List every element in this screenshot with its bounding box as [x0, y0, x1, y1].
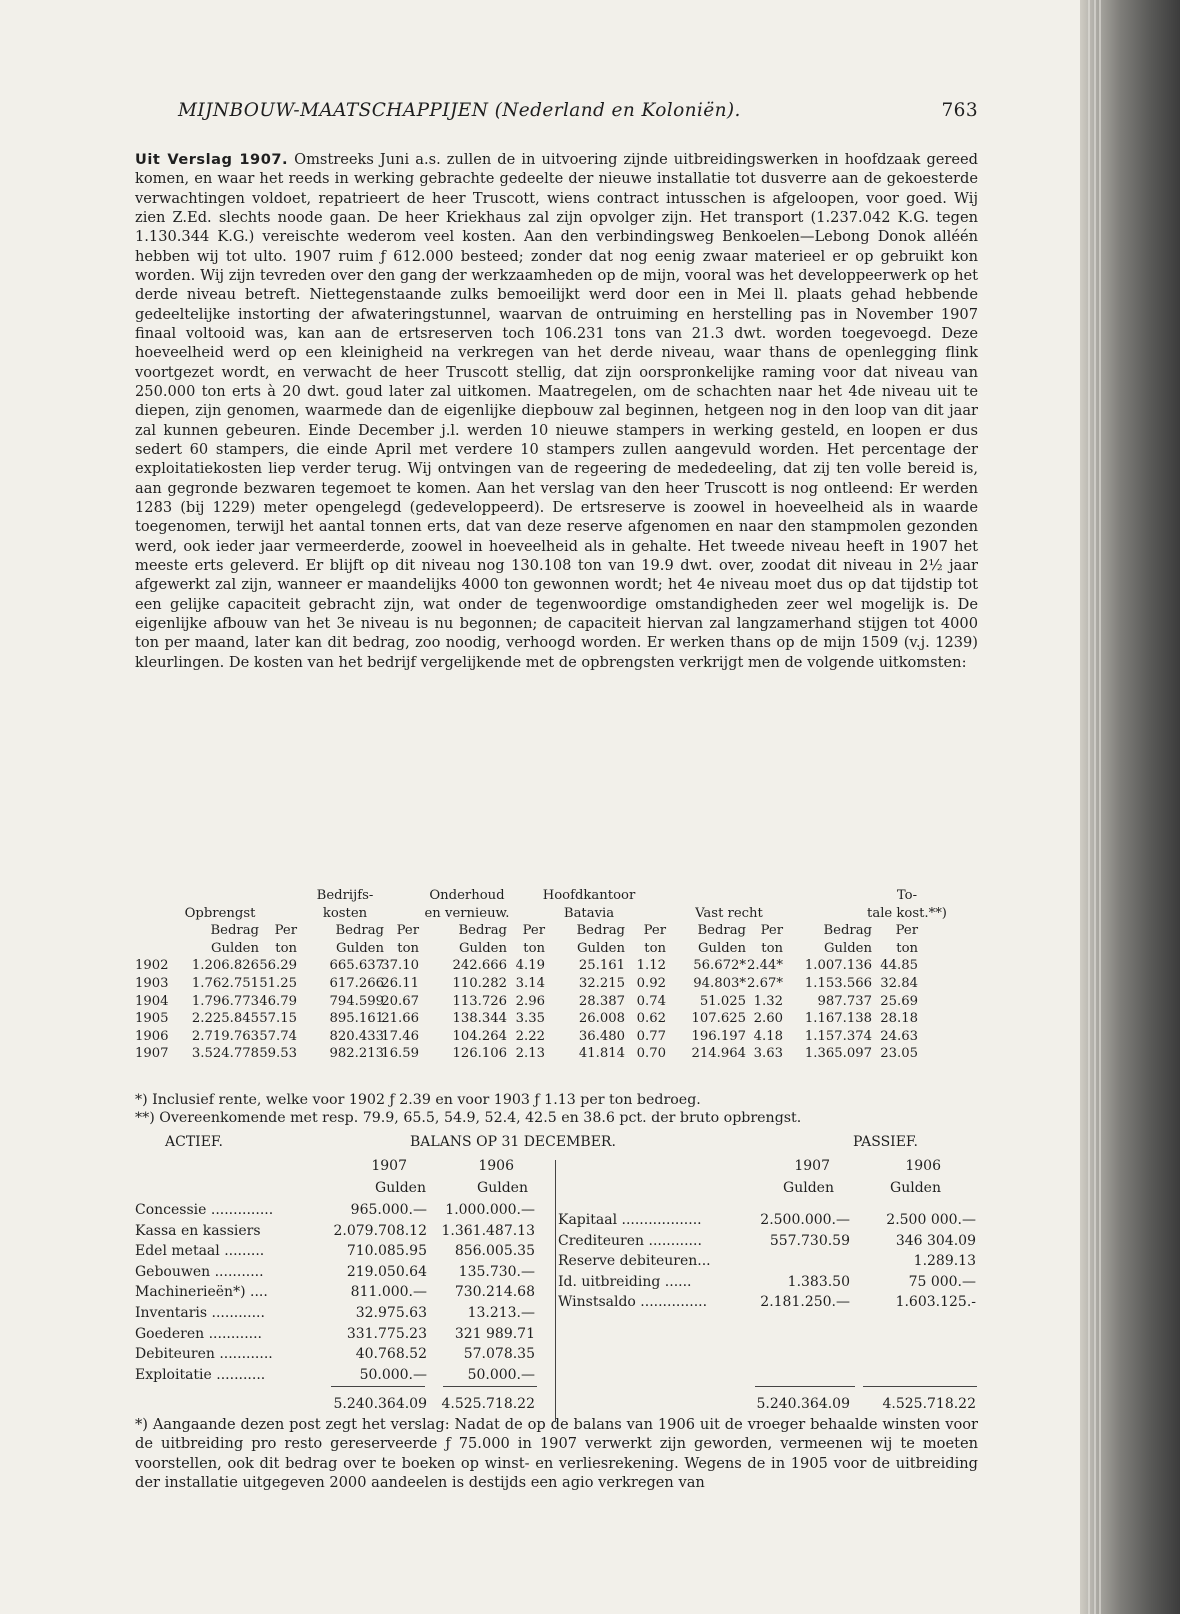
- table-row: [135, 1045, 978, 1063]
- column-unit: Gulden: [211, 940, 259, 956]
- passief-value-1906: 1.289.13: [913, 1253, 976, 1270]
- table-cell: 2.225.845: [191, 1011, 259, 1027]
- passief-value-1907: 2.500.000.—: [760, 1212, 850, 1228]
- column-group-header: Vast recht: [695, 905, 763, 921]
- actief-value-1906: 321 989.71: [454, 1325, 535, 1342]
- total-rule: [331, 1386, 425, 1387]
- column-subheader: Per: [522, 923, 545, 939]
- actief-year-1907: 1907: [371, 1158, 407, 1174]
- actief-value-1907: 50.000.—: [359, 1366, 427, 1383]
- table-cell: 28.18: [880, 1011, 918, 1027]
- actief-value-1907: 710.085.95: [346, 1243, 427, 1260]
- table-row: [135, 1028, 978, 1046]
- passief-item-label: Id. uitbreiding ......: [558, 1273, 692, 1290]
- passief-item-label: Kapitaal ..................: [558, 1212, 702, 1228]
- table-cell: 113.726: [452, 993, 507, 1009]
- actief-unit: Gulden: [477, 1180, 528, 1196]
- table-cell: 32.215: [578, 975, 625, 991]
- balance-left-label: ACTIEF.: [165, 1134, 223, 1150]
- row-year: 1902: [135, 958, 169, 974]
- table-cell: 1.206.826: [191, 958, 259, 974]
- column-unit: Gulden: [459, 940, 507, 956]
- actief-value-1906: 1.361.487.13: [441, 1222, 535, 1239]
- table-header-row: [135, 887, 978, 905]
- passief-total-1907: 5.240.364.09: [756, 1396, 850, 1412]
- table-cell: 3.14: [515, 975, 545, 991]
- column-unit: Gulden: [824, 940, 872, 956]
- actief-value-1907: 2.079.708.12: [333, 1222, 427, 1239]
- table-cell: 1.153.566: [804, 975, 872, 991]
- table-cell: 36.480: [578, 1028, 625, 1044]
- column-unit: Gulden: [698, 940, 746, 956]
- passief-value-1907: 2.181.250.—: [760, 1294, 850, 1311]
- page-edge: [1099, 0, 1101, 1614]
- column-subheader: Bedrag: [697, 923, 746, 939]
- table-cell: 4.19: [515, 958, 545, 974]
- table-cell: 2.60: [753, 1011, 783, 1027]
- table-cell: 987.737: [817, 993, 872, 1009]
- table-cell: 2.22: [515, 1028, 545, 1044]
- report-heading: Uit Verslag 1907.: [135, 151, 289, 168]
- table-cell: 20.67: [381, 993, 419, 1009]
- actief-item-label: Debiteuren ............: [135, 1346, 273, 1363]
- table-cell: 51.25: [259, 975, 297, 991]
- running-header: [178, 100, 978, 132]
- table-row: [135, 975, 978, 993]
- table-cell: 26.11: [381, 975, 419, 991]
- column-group-header: Hoofdkantoor: [542, 888, 636, 903]
- passief-value-1906: 2.500 000.—: [886, 1212, 976, 1228]
- table-cell: 41.814: [578, 1046, 625, 1062]
- actief-item-label: Exploitatie ...........: [135, 1366, 266, 1383]
- table-footnote-2: **) Overeenkomende met resp. 79.9, 65.5, 54.9, 52.4, 42.5 en 38.6 pct. der bruto opbrengst.: [135, 1110, 802, 1126]
- table-row: [135, 993, 978, 1011]
- total-rule: [755, 1386, 855, 1387]
- table-cell: 25.161: [578, 958, 625, 974]
- passief-year-1907: 1907: [794, 1158, 830, 1174]
- table-cell: 1.32: [753, 993, 783, 1009]
- table-cell: 56.672*: [693, 958, 746, 974]
- table-cell: 17.46: [381, 1028, 419, 1044]
- table-cell: 107.625: [691, 1011, 746, 1027]
- row-year: 1906: [135, 1028, 169, 1044]
- column-group-header: tale kost.**): [867, 905, 947, 921]
- actief-value-1906: 13.213.—: [467, 1305, 535, 1321]
- actief-item-label: Concessie ..............: [135, 1202, 274, 1218]
- table-cell: 2.13: [515, 1046, 545, 1062]
- table-cell: 617.266: [329, 975, 384, 991]
- table-cell: 3.35: [515, 1011, 545, 1027]
- column-group-header: Opbrengst: [184, 905, 256, 921]
- table-cell: 32.84: [880, 975, 918, 991]
- column-unit: Gulden: [336, 940, 384, 956]
- column-group-header: Bedrijfs-: [316, 888, 374, 903]
- column-unit: ton: [275, 940, 297, 956]
- column-subheader: Per: [760, 923, 783, 939]
- actief-value-1907: 219.050.64: [346, 1263, 427, 1280]
- table-header-row: [135, 905, 978, 923]
- table-cell: 21.66: [381, 1011, 419, 1027]
- table-cell: 0.77: [636, 1028, 666, 1044]
- book-gutter: [1080, 0, 1180, 1614]
- page-edge: [1088, 0, 1090, 1614]
- table-cell: 3.524.778: [191, 1046, 259, 1062]
- row-year: 1904: [135, 993, 169, 1009]
- actief-item-label: Gebouwen ...........: [135, 1263, 264, 1280]
- passief-value-1906: 346 304.09: [895, 1232, 976, 1249]
- table-cell: 1.796.773: [191, 993, 259, 1009]
- results-table: [135, 887, 978, 1063]
- table-units-row: [135, 940, 978, 958]
- actief-value-1907: 331.775.23: [346, 1325, 427, 1342]
- column-unit: ton: [896, 940, 918, 956]
- passief-value-1907: 557.730.59: [769, 1232, 850, 1249]
- table-cell: 56.29: [259, 958, 297, 974]
- table-cell: 26.008: [578, 1011, 625, 1027]
- actief-total-1907: 5.240.364.09: [333, 1396, 427, 1412]
- table-cell: 1.762.751: [191, 975, 259, 991]
- table-cell: 110.282: [452, 975, 507, 991]
- table-cell: 214.964: [691, 1046, 746, 1062]
- table-cell: 59.53: [259, 1046, 297, 1062]
- table-cell: 24.63: [880, 1028, 918, 1044]
- table-cell: 25.69: [880, 993, 918, 1009]
- passief-value-1906: 1.603.125.-: [895, 1294, 976, 1311]
- column-group-header: en vernieuw.: [424, 905, 510, 921]
- table-cell: 820.433: [329, 1028, 384, 1044]
- table-cell: 1.007.136: [804, 958, 872, 974]
- table-cell: 0.70: [636, 1046, 666, 1062]
- column-subheader: Bedrag: [576, 923, 625, 939]
- passief-total-1906: 4.525.718.22: [882, 1396, 976, 1412]
- table-cell: 794.599: [329, 993, 384, 1009]
- table-cell: 57.74: [259, 1028, 297, 1044]
- balance-divider: [555, 1160, 556, 1422]
- page-number: 763: [941, 100, 978, 121]
- table-cell: 1.365.097: [804, 1046, 872, 1062]
- table-cell: 665.637: [329, 958, 384, 974]
- report-paragraph: [135, 150, 978, 672]
- total-rule: [863, 1386, 977, 1387]
- actief-value-1907: 40.768.52: [355, 1346, 427, 1363]
- actief-item-label: Goederen ............: [135, 1325, 262, 1342]
- table-cell: 895.161: [329, 1011, 384, 1027]
- table-row: [135, 1010, 978, 1028]
- column-unit: ton: [761, 940, 783, 956]
- table-cell: 28.387: [578, 993, 625, 1009]
- passief-value-1907: 1.383.50: [787, 1273, 850, 1290]
- actief-value-1906: 856.005.35: [454, 1243, 535, 1260]
- actief-value-1906: 730.214.68: [454, 1284, 535, 1301]
- table-cell: 0.74: [636, 993, 666, 1009]
- header-title: MIJNBOUW-MAATSCHAPPIJEN (Nederland en Koloniën).: [178, 100, 741, 121]
- balance-sheet: [135, 1134, 978, 1412]
- passief-item-label: Reserve debiteuren...: [558, 1253, 711, 1270]
- actief-item-label: Kassa en kassiers: [135, 1222, 261, 1239]
- column-group-header: To-: [896, 888, 918, 903]
- table-cell: 0.62: [636, 1011, 666, 1027]
- actief-total-1906: 4.525.718.22: [441, 1396, 535, 1412]
- column-group-header: kosten: [322, 905, 368, 921]
- table-cell: 0.92: [636, 975, 666, 991]
- table-cell: 16.59: [381, 1046, 419, 1062]
- column-subheader: Per: [274, 923, 297, 939]
- table-cell: 1.167.138: [804, 1011, 872, 1027]
- column-unit: ton: [523, 940, 545, 956]
- row-year: 1903: [135, 975, 169, 991]
- actief-year-1906: 1906: [478, 1158, 514, 1174]
- table-cell: 196.197: [691, 1028, 746, 1044]
- table-cell: 2.44*: [747, 958, 783, 974]
- table-cell: 2.67*: [747, 975, 783, 991]
- actief-item-label: Inventaris ............: [135, 1305, 265, 1321]
- table-cell: 138.344: [452, 1011, 507, 1027]
- table-cell: 51.025: [699, 993, 746, 1009]
- actief-value-1906: 50.000.—: [467, 1366, 535, 1383]
- table-footnote-1: *) Inclusief rente, welke voor 1902 ƒ 2.39 en voor 1903 ƒ 1.13 per ton bedroeg.: [135, 1092, 701, 1108]
- column-unit: ton: [397, 940, 419, 956]
- page-edge: [1094, 0, 1096, 1614]
- actief-item-label: Edel metaal .........: [135, 1243, 265, 1260]
- actief-value-1907: 32.975.63: [355, 1305, 427, 1321]
- table-cell: 126.106: [452, 1046, 507, 1062]
- passief-unit: Gulden: [783, 1180, 834, 1196]
- column-unit: Gulden: [577, 940, 625, 956]
- row-year: 1905: [135, 1011, 169, 1027]
- table-cell: 2.719.763: [191, 1028, 259, 1044]
- table-cell: 242.666: [452, 958, 507, 974]
- table-cell: 23.05: [880, 1046, 918, 1062]
- balance-title: BALANS OP 31 DECEMBER.: [410, 1134, 616, 1150]
- total-rule: [443, 1386, 537, 1387]
- table-cell: 4.18: [753, 1028, 783, 1044]
- actief-value-1907: 811.000.—: [350, 1284, 427, 1301]
- table-cell: 46.79: [259, 993, 297, 1009]
- passief-unit: Gulden: [890, 1180, 941, 1196]
- closing-footnote: *) Aangaande dezen post zegt het verslag: Nadat de op de balans van 1906 uit de vroeger behaalde winsten voor de uitbreiding pro resto gereserveerde ƒ 75.000 in 1907 verwerkt zijn geworden, vermeenen wij te moeten voorstellen, ook dit bedrag over te boeken op winst- en verliesrekening. Wegens de in 1905 voor de uitbreiding der installatie uitgegeven 2000 aandeelen is destijds een agio verkregen van: [135, 1416, 978, 1491]
- actief-item-label: Machinerieën*) ....: [135, 1284, 268, 1301]
- table-cell: 3.63: [753, 1046, 783, 1062]
- actief-value-1906: 1.000.000.—: [445, 1202, 535, 1218]
- column-subheader: Bedrag: [823, 923, 872, 939]
- passief-value-1906: 75 000.—: [908, 1273, 976, 1290]
- column-subheader: Bedrag: [335, 923, 384, 939]
- actief-value-1906: 57.078.35: [463, 1346, 535, 1363]
- table-cell: 104.264: [452, 1028, 507, 1044]
- column-subheader: Per: [396, 923, 419, 939]
- actief-value-1906: 135.730.—: [458, 1263, 535, 1280]
- table-cell: 1.12: [636, 958, 666, 974]
- column-subheader: Bedrag: [210, 923, 259, 939]
- report-text: Omstreeks Juni a.s. zullen de in uitvoering zijnde uitbreidingswerken in hoofdzaak gereed komen, en waar het reeds in werking gebrachte gedeelte der nieuwe installatie tot dusverre aan de gekoesterde verwachtingen voldoet, repatrieert de heer Truscott, wiens contract intusschen is afgeloopen, voor goed. Wij zien Z.Ed. slechts noode gaan. De heer Kriekhaus zal zijn opvolger zijn. Het transport (1.237.042 K.G. tegen 1.130.344 K.G.) vereischte wederom veel kosten. Aan den verbindingsweg Benkoelen—Lebong Donok alléén hebben wij tot ulto. 1907 ruim ƒ 612.000 besteed; zonder dat nog eenig zwaar materieel er op gebruikt kon worden. Wij zijn tevreden over den gang der werkzaamheden op de mijn, vooral was het developpeerwerk op het derde niveau betreft. Niettegenstaande zulks bemoeilijkt werd door een in Mei ll. plaats gehad hebbende gedeeltelijke instorting der afwateringstunnel, waarvan de ontruiming en herstelling pas in November 1907 finaal voltooid was, kan aan de ertsreserven toch 106.231 tons van 21.3 dwt. worden toegevoegd. Deze hoeveelheid werd op een kleinigheid na verkregen van het derde niveau, waar thans de openlegging flink voortgezet wordt, en verwacht de heer Truscott stellig, dat zijn oorspronkelijke raming voor dat niveau van 250.000 ton erts à 20 dwt. goud later zal uitkomen. Maatregelen, om de schachten naar het 4de niveau uit te diepen, zijn genomen, waarmede dan de eigenlijke diepbouw zal beginnen, hetgeen nog in den loop van dit jaar zal kunnen gebeuren. Einde December j.l. werden 10 nieuwe stampers in werking gesteld, en loopen er dus sedert 60 stampers, die einde April met verdere 10 stampers zullen aangevuld worden. Het percentage der exploitatiekosten liep verder terug. Wij ontvingen van de regeering de mededeeling, dat zij ten volle bereid is, aan gegronde bezwaren tegemoet te komen. Aan het verslag van den heer Truscott is nog ontleend: Er werden 1283 (bij 1229) meter opengelegd (gedeveloppeerd). De ertsreserve is zoowel in hoeveelheid als in waarde toegenomen, terwijl het aantal tonnen erts, dat van deze reserve afgenomen en naar den stampmolen gezonden werd, ook ieder jaar vermeerderde, zoowel in hoeveelheid als in gehalte. Het tweede niveau heeft in 1907 het meeste erts geleverd. Er blijft op dit niveau nog 130.108 ton van 19.9 dwt. over, zoodat dit niveau in 2½ jaar afgewerkt zal zijn, wanneer er maandelijks 4000 ton gewonnen wordt; het 4e niveau moet dus op dat tijdstip tot een gelijke capaciteit gebracht zijn, wat onder de tegenwoordige omstandigheden zeer wel mogelijk is. De eigenlijke afbouw van het 3e niveau is nu begonnen; de capaciteit hiervan zal langzamerhand stijgen tot 4000 ton per maand, later kan dit bedrag, zoo noodig, verhoogd worden. Er werken thans op de mijn 1509 (v.j. 1239) kleurlingen. De kosten van het bedrijf vergelijkende met de opbrengsten verkrijgt men de volgende uitkomsten:: [135, 151, 979, 671]
- column-subheader: Per: [895, 923, 918, 939]
- actief-value-1907: 965.000.—: [350, 1202, 427, 1218]
- table-cell: 1.157.374: [804, 1028, 872, 1044]
- table-cell: 2.96: [515, 993, 545, 1009]
- column-subheader: Per: [643, 923, 666, 939]
- table-cell: 57.15: [259, 1011, 297, 1027]
- column-unit: ton: [644, 940, 666, 956]
- table-cell: 44.85: [880, 958, 918, 974]
- passief-item-label: Winstsaldo ...............: [558, 1294, 708, 1311]
- column-subheader: Bedrag: [458, 923, 507, 939]
- table-cell: 94.803*: [693, 975, 746, 991]
- passief-item-label: Crediteuren ............: [558, 1232, 702, 1249]
- table-row: [135, 957, 978, 975]
- table-cell: 37.10: [381, 958, 419, 974]
- balance-right-label: PASSIEF.: [853, 1134, 918, 1150]
- table-cell: 982.213: [329, 1046, 384, 1062]
- row-year: 1907: [135, 1046, 169, 1062]
- column-group-header: Onderhoud: [429, 888, 505, 903]
- actief-unit: Gulden: [375, 1180, 426, 1196]
- table-subheader-row: [135, 922, 978, 940]
- column-group-header: Batavia: [563, 905, 615, 921]
- passief-year-1906: 1906: [905, 1158, 941, 1174]
